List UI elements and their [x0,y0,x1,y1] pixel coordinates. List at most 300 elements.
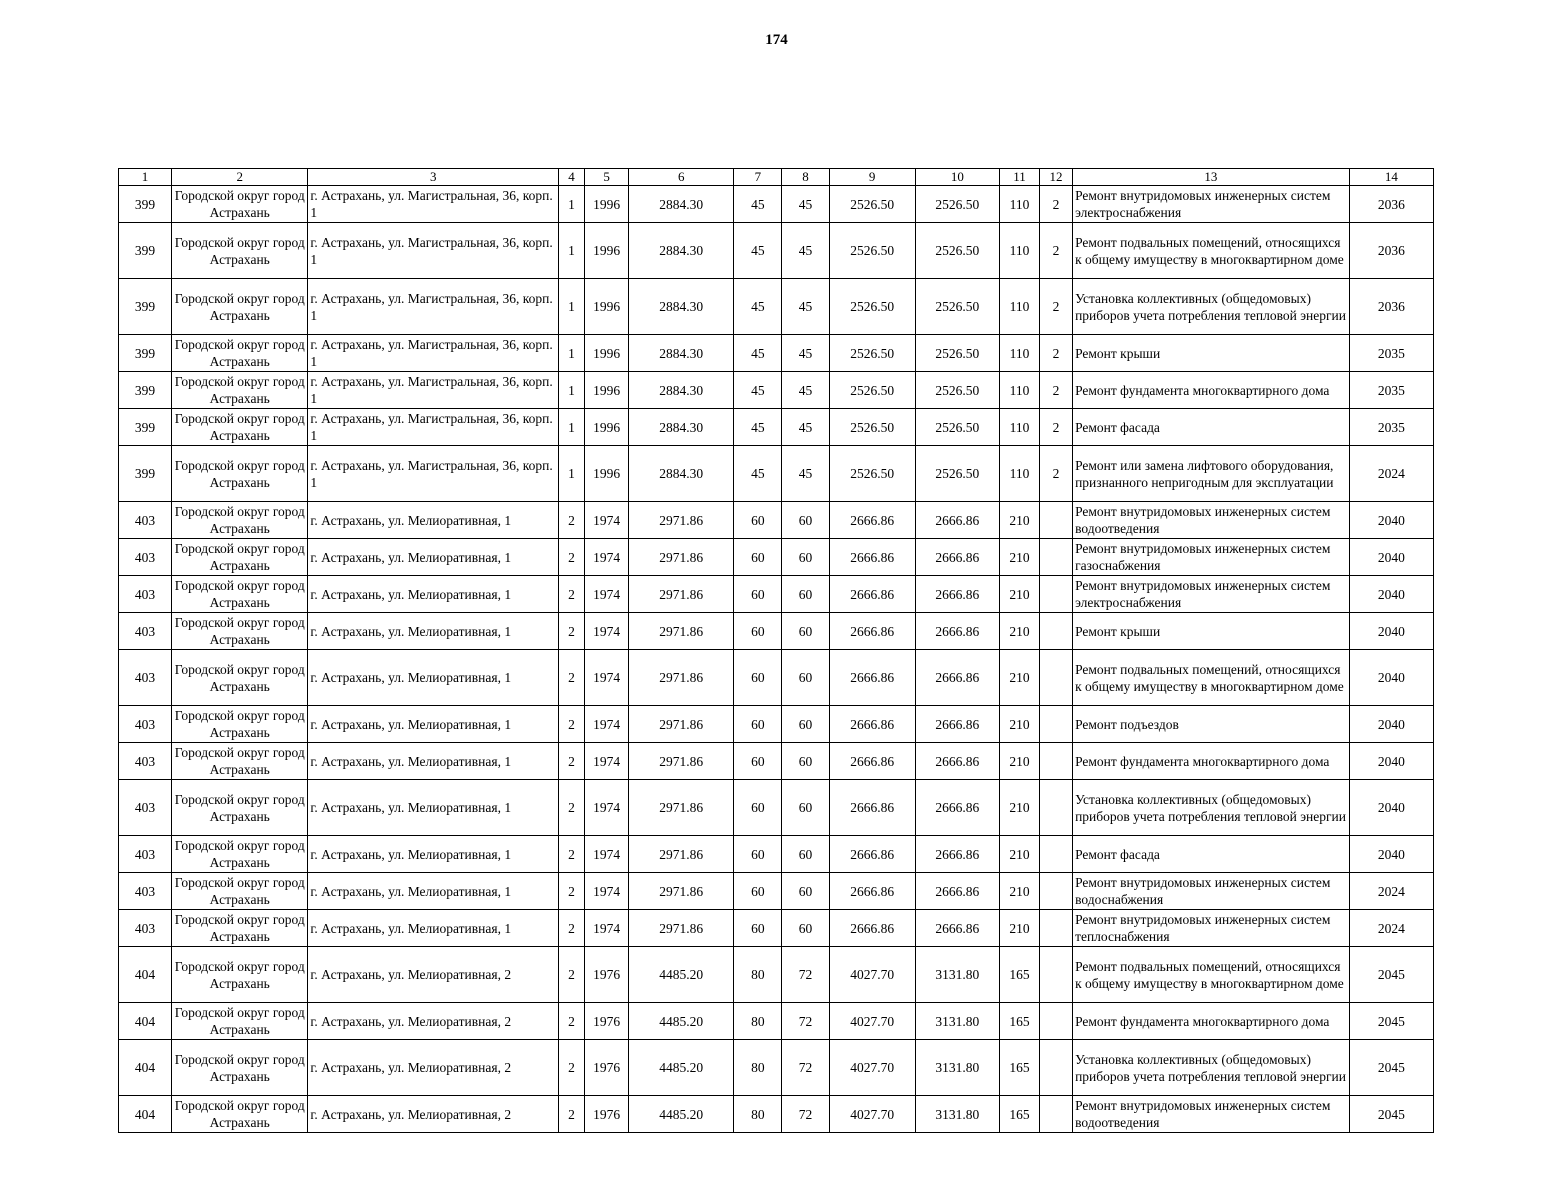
cell-count-c: 165 [999,1096,1039,1133]
cell-count-a: 60 [734,576,782,613]
cell-area-b: 3131.80 [915,947,999,1003]
cell-area-a: 2526.50 [829,372,915,409]
cell-count-b: 60 [782,780,829,836]
cell-area-b: 2666.86 [915,502,999,539]
cell-entrances: 2 [558,539,584,576]
cell-planned-year: 2036 [1349,223,1433,279]
cell-count-b: 72 [782,947,829,1003]
table-row [119,576,1434,613]
cell-area-b: 2526.50 [915,186,999,223]
table-row [119,372,1434,409]
cell-address: г. Астрахань, ул. Мелиоративная, 1 [308,539,559,576]
cell-count-a: 45 [734,409,782,446]
cell-count-b: 60 [782,873,829,910]
cell-address: г. Астрахань, ул. Мелиоративная, 2 [308,1003,559,1040]
cell-entrances: 1 [558,409,584,446]
cell-count-c: 210 [999,836,1039,873]
cell-total-area: 2884.30 [629,335,734,372]
cell-number: 399 [119,409,172,446]
table-row [119,1096,1434,1133]
cell-entrances: 2 [558,650,584,706]
page-number: 174 [765,32,788,48]
cell-lifts: 2 [1040,409,1073,446]
cell-area-a: 2526.50 [829,279,915,335]
cell-count-a: 45 [734,335,782,372]
cell-planned-year: 2040 [1349,706,1433,743]
cell-number: 403 [119,706,172,743]
cell-work-type: Ремонт или замена лифтового оборудования, признанного непригодным для эксплуатации [1073,446,1350,502]
cell-work-type: Ремонт подвальных помещений, относящихся к общему имуществу в многоквартирном доме [1073,223,1350,279]
cell-total-area: 2971.86 [629,873,734,910]
cell-count-a: 45 [734,279,782,335]
cell-entrances: 1 [558,186,584,223]
cell-count-a: 60 [734,836,782,873]
cell-planned-year: 2035 [1349,335,1433,372]
cell-lifts [1040,780,1073,836]
cell-lifts: 2 [1040,223,1073,279]
cell-municipality: Городской округ город Астрахань [172,613,308,650]
cell-planned-year: 2040 [1349,502,1433,539]
table-row [119,409,1434,446]
table-row [119,743,1434,780]
cell-municipality: Городской округ город Астрахань [172,446,308,502]
cell-count-b: 72 [782,1040,829,1096]
cell-count-a: 60 [734,650,782,706]
cell-area-a: 2526.50 [829,446,915,502]
cell-area-a: 2666.86 [829,836,915,873]
cell-lifts [1040,947,1073,1003]
column-header: 7 [734,169,782,186]
cell-work-type: Ремонт подвальных помещений, относящихся к общему имуществу в многоквартирном доме [1073,650,1350,706]
cell-area-b: 2666.86 [915,910,999,947]
cell-entrances: 2 [558,836,584,873]
cell-year: 1974 [585,576,629,613]
cell-work-type: Ремонт подъездов [1073,706,1350,743]
cell-count-a: 45 [734,223,782,279]
cell-area-a: 2526.50 [829,223,915,279]
cell-lifts: 2 [1040,186,1073,223]
cell-number: 399 [119,446,172,502]
cell-address: г. Астрахань, ул. Мелиоративная, 2 [308,1096,559,1133]
cell-municipality: Городской округ город Астрахань [172,502,308,539]
column-header: 12 [1040,169,1073,186]
cell-count-a: 60 [734,613,782,650]
cell-address: г. Астрахань, ул. Магистральная, 36, корп. 1 [308,223,559,279]
cell-total-area: 2884.30 [629,186,734,223]
column-header: 8 [782,169,829,186]
cell-count-b: 45 [782,279,829,335]
cell-municipality: Городской округ город Астрахань [172,409,308,446]
cell-year: 1974 [585,613,629,650]
cell-total-area: 2884.30 [629,279,734,335]
cell-count-a: 60 [734,873,782,910]
cell-count-c: 165 [999,1003,1039,1040]
cell-area-b: 2526.50 [915,223,999,279]
cell-lifts [1040,502,1073,539]
cell-count-a: 45 [734,446,782,502]
cell-number: 403 [119,743,172,780]
cell-address: г. Астрахань, ул. Мелиоративная, 1 [308,780,559,836]
cell-total-area: 4485.20 [629,1040,734,1096]
cell-area-a: 2526.50 [829,409,915,446]
cell-count-a: 60 [734,539,782,576]
header-row [119,169,1434,186]
cell-count-a: 80 [734,1003,782,1040]
cell-count-a: 60 [734,743,782,780]
cell-area-b: 2666.86 [915,836,999,873]
cell-total-area: 4485.20 [629,947,734,1003]
column-header: 6 [629,169,734,186]
cell-year: 1976 [585,1096,629,1133]
cell-number: 404 [119,1003,172,1040]
cell-area-a: 2666.86 [829,706,915,743]
cell-lifts [1040,650,1073,706]
table-row [119,539,1434,576]
cell-lifts [1040,539,1073,576]
cell-lifts: 2 [1040,279,1073,335]
cell-count-c: 165 [999,947,1039,1003]
column-header: 13 [1073,169,1350,186]
cell-work-type: Ремонт внутридомовых инженерных систем газоснабжения [1073,539,1350,576]
cell-total-area: 4485.20 [629,1096,734,1133]
cell-planned-year: 2045 [1349,947,1433,1003]
cell-number: 399 [119,372,172,409]
cell-year: 1974 [585,650,629,706]
cell-municipality: Городской округ город Астрахань [172,335,308,372]
cell-total-area: 2971.86 [629,706,734,743]
cell-planned-year: 2036 [1349,279,1433,335]
cell-address: г. Астрахань, ул. Магистральная, 36, корп. 1 [308,279,559,335]
cell-work-type: Ремонт крыши [1073,335,1350,372]
cell-area-b: 2526.50 [915,335,999,372]
cell-address: г. Астрахань, ул. Магистральная, 36, корп. 1 [308,409,559,446]
cell-count-b: 45 [782,335,829,372]
cell-area-b: 2666.86 [915,613,999,650]
cell-number: 403 [119,873,172,910]
cell-count-c: 210 [999,780,1039,836]
cell-work-type: Ремонт внутридомовых инженерных систем электроснабжения [1073,186,1350,223]
cell-year: 1976 [585,1003,629,1040]
cell-count-c: 110 [999,223,1039,279]
cell-total-area: 2884.30 [629,223,734,279]
cell-lifts [1040,910,1073,947]
cell-total-area: 2971.86 [629,650,734,706]
cell-lifts [1040,873,1073,910]
cell-address: г. Астрахань, ул. Мелиоративная, 2 [308,947,559,1003]
cell-municipality: Городской округ город Астрахань [172,1096,308,1133]
cell-count-c: 110 [999,279,1039,335]
cell-count-b: 60 [782,613,829,650]
cell-planned-year: 2040 [1349,539,1433,576]
cell-count-c: 110 [999,409,1039,446]
cell-count-b: 60 [782,576,829,613]
cell-year: 1974 [585,873,629,910]
cell-year: 1996 [585,409,629,446]
cell-count-b: 72 [782,1096,829,1133]
cell-work-type: Ремонт фундамента многоквартирного дома [1073,372,1350,409]
cell-area-a: 2666.86 [829,780,915,836]
cell-number: 399 [119,335,172,372]
cell-planned-year: 2040 [1349,613,1433,650]
cell-count-a: 60 [734,706,782,743]
cell-count-b: 60 [782,743,829,780]
cell-entrances: 2 [558,743,584,780]
cell-number: 399 [119,279,172,335]
cell-municipality: Городской округ город Астрахань [172,650,308,706]
cell-year: 1974 [585,836,629,873]
cell-number: 399 [119,223,172,279]
column-header: 9 [829,169,915,186]
cell-lifts: 2 [1040,335,1073,372]
cell-municipality: Городской округ город Астрахань [172,576,308,613]
cell-lifts [1040,1040,1073,1096]
cell-planned-year: 2036 [1349,186,1433,223]
cell-count-b: 60 [782,650,829,706]
cell-count-c: 210 [999,910,1039,947]
cell-count-b: 45 [782,223,829,279]
cell-year: 1996 [585,223,629,279]
cell-work-type: Установка коллективных (общедомовых) приборов учета потребления тепловой энергии [1073,1040,1350,1096]
table-row [119,873,1434,910]
cell-area-b: 3131.80 [915,1040,999,1096]
cell-planned-year: 2024 [1349,446,1433,502]
cell-municipality: Городской округ город Астрахань [172,186,308,223]
cell-municipality: Городской округ город Астрахань [172,1003,308,1040]
cell-planned-year: 2040 [1349,836,1433,873]
cell-entrances: 2 [558,947,584,1003]
cell-count-a: 80 [734,1096,782,1133]
cell-year: 1976 [585,947,629,1003]
table-row [119,223,1434,279]
cell-count-a: 60 [734,502,782,539]
cell-municipality: Городской округ город Астрахань [172,910,308,947]
cell-count-c: 210 [999,743,1039,780]
table-row [119,650,1434,706]
cell-area-b: 2526.50 [915,446,999,502]
cell-number: 404 [119,1040,172,1096]
cell-total-area: 2971.86 [629,539,734,576]
cell-area-a: 2666.86 [829,873,915,910]
cell-year: 1976 [585,1040,629,1096]
column-header: 3 [308,169,559,186]
table-row [119,279,1434,335]
cell-count-c: 210 [999,650,1039,706]
cell-municipality: Городской округ город Астрахань [172,372,308,409]
table-row [119,446,1434,502]
cell-count-b: 60 [782,706,829,743]
table-row [119,186,1434,223]
cell-total-area: 2971.86 [629,613,734,650]
cell-area-b: 2666.86 [915,780,999,836]
cell-entrances: 1 [558,223,584,279]
cell-entrances: 2 [558,1096,584,1133]
cell-area-b: 2666.86 [915,873,999,910]
cell-total-area: 2884.30 [629,446,734,502]
cell-address: г. Астрахань, ул. Мелиоративная, 1 [308,613,559,650]
cell-area-b: 2666.86 [915,650,999,706]
column-header: 4 [558,169,584,186]
cell-area-a: 2666.86 [829,539,915,576]
cell-count-a: 60 [734,910,782,947]
cell-number: 403 [119,780,172,836]
cell-number: 403 [119,502,172,539]
cell-number: 404 [119,947,172,1003]
cell-planned-year: 2045 [1349,1003,1433,1040]
cell-area-a: 2666.86 [829,613,915,650]
cell-area-b: 3131.80 [915,1096,999,1133]
cell-address: г. Астрахань, ул. Мелиоративная, 2 [308,1040,559,1096]
cell-entrances: 2 [558,1040,584,1096]
cell-municipality: Городской округ город Астрахань [172,947,308,1003]
cell-number: 404 [119,1096,172,1133]
cell-work-type: Установка коллективных (общедомовых) приборов учета потребления тепловой энергии [1073,780,1350,836]
cell-area-a: 4027.70 [829,1003,915,1040]
cell-lifts [1040,706,1073,743]
cell-planned-year: 2040 [1349,650,1433,706]
cell-address: г. Астрахань, ул. Магистральная, 36, корп. 1 [308,372,559,409]
cell-area-b: 2526.50 [915,372,999,409]
cell-municipality: Городской округ город Астрахань [172,279,308,335]
cell-area-b: 2666.86 [915,743,999,780]
cell-year: 1974 [585,780,629,836]
cell-planned-year: 2040 [1349,743,1433,780]
table-row [119,502,1434,539]
cell-entrances: 2 [558,873,584,910]
cell-work-type: Ремонт внутридомовых инженерных систем теплоснабжения [1073,910,1350,947]
cell-count-c: 165 [999,1040,1039,1096]
cell-municipality: Городской округ город Астрахань [172,780,308,836]
table-row [119,910,1434,947]
cell-address: г. Астрахань, ул. Мелиоративная, 1 [308,910,559,947]
cell-address: г. Астрахань, ул. Мелиоративная, 1 [308,502,559,539]
cell-number: 403 [119,576,172,613]
cell-entrances: 1 [558,279,584,335]
cell-work-type: Ремонт внутридомовых инженерных систем водоотведения [1073,502,1350,539]
cell-address: г. Астрахань, ул. Мелиоративная, 1 [308,836,559,873]
cell-lifts: 2 [1040,446,1073,502]
cell-address: г. Астрахань, ул. Мелиоративная, 1 [308,650,559,706]
cell-municipality: Городской округ город Астрахань [172,706,308,743]
cell-planned-year: 2035 [1349,409,1433,446]
cell-lifts: 2 [1040,372,1073,409]
cell-total-area: 2971.86 [629,836,734,873]
cell-count-c: 210 [999,576,1039,613]
cell-work-type: Ремонт крыши [1073,613,1350,650]
cell-number: 403 [119,539,172,576]
cell-count-a: 80 [734,947,782,1003]
table-row [119,335,1434,372]
cell-area-b: 2666.86 [915,576,999,613]
cell-total-area: 2971.86 [629,910,734,947]
cell-lifts [1040,1003,1073,1040]
cell-number: 403 [119,650,172,706]
cell-address: г. Астрахань, ул. Мелиоративная, 1 [308,706,559,743]
cell-count-b: 45 [782,186,829,223]
column-header: 1 [119,169,172,186]
cell-work-type: Ремонт подвальных помещений, относящихся к общему имуществу в многоквартирном доме [1073,947,1350,1003]
table-row [119,613,1434,650]
cell-address: г. Астрахань, ул. Мелиоративная, 1 [308,873,559,910]
cell-count-b: 60 [782,539,829,576]
table-row [119,836,1434,873]
cell-municipality: Городской округ город Астрахань [172,873,308,910]
cell-total-area: 2884.30 [629,409,734,446]
cell-address: г. Астрахань, ул. Мелиоративная, 1 [308,576,559,613]
cell-entrances: 2 [558,780,584,836]
cell-work-type: Ремонт фундамента многоквартирного дома [1073,743,1350,780]
cell-entrances: 2 [558,576,584,613]
cell-area-b: 2666.86 [915,539,999,576]
cell-total-area: 4485.20 [629,1003,734,1040]
registry-table [118,168,1434,1133]
cell-lifts [1040,1096,1073,1133]
column-header: 2 [172,169,308,186]
cell-count-b: 45 [782,409,829,446]
cell-address: г. Астрахань, ул. Мелиоративная, 1 [308,743,559,780]
cell-planned-year: 2045 [1349,1040,1433,1096]
cell-area-a: 2666.86 [829,743,915,780]
cell-entrances: 1 [558,446,584,502]
cell-count-b: 60 [782,910,829,947]
cell-area-a: 4027.70 [829,1096,915,1133]
cell-count-c: 110 [999,186,1039,223]
table-row [119,780,1434,836]
cell-count-a: 45 [734,186,782,223]
cell-year: 1974 [585,910,629,947]
cell-lifts [1040,836,1073,873]
cell-planned-year: 2040 [1349,576,1433,613]
cell-count-c: 210 [999,502,1039,539]
cell-number: 403 [119,836,172,873]
cell-year: 1996 [585,186,629,223]
cell-work-type: Ремонт внутридомовых инженерных систем водоотведения [1073,1096,1350,1133]
column-header: 10 [915,169,999,186]
cell-area-a: 2526.50 [829,186,915,223]
cell-municipality: Городской округ город Астрахань [172,1040,308,1096]
cell-area-a: 2666.86 [829,910,915,947]
cell-count-a: 80 [734,1040,782,1096]
cell-area-a: 4027.70 [829,947,915,1003]
cell-year: 1974 [585,743,629,780]
cell-count-b: 60 [782,502,829,539]
cell-entrances: 2 [558,613,584,650]
cell-lifts [1040,743,1073,780]
cell-municipality: Городской округ город Астрахань [172,743,308,780]
cell-work-type: Ремонт внутридомовых инженерных систем водоснабжения [1073,873,1350,910]
cell-count-b: 45 [782,372,829,409]
cell-lifts [1040,576,1073,613]
column-header: 11 [999,169,1039,186]
cell-address: г. Астрахань, ул. Магистральная, 36, корп. 1 [308,335,559,372]
cell-planned-year: 2035 [1349,372,1433,409]
cell-count-a: 45 [734,372,782,409]
cell-lifts [1040,613,1073,650]
cell-work-type: Ремонт внутридомовых инженерных систем электроснабжения [1073,576,1350,613]
cell-year: 1974 [585,539,629,576]
cell-entrances: 2 [558,910,584,947]
cell-total-area: 2971.86 [629,780,734,836]
cell-area-b: 2526.50 [915,279,999,335]
table-row [119,1003,1434,1040]
cell-planned-year: 2024 [1349,910,1433,947]
cell-entrances: 2 [558,706,584,743]
cell-count-c: 110 [999,335,1039,372]
cell-work-type: Ремонт фасада [1073,409,1350,446]
cell-year: 1996 [585,335,629,372]
cell-year: 1996 [585,372,629,409]
cell-count-c: 210 [999,706,1039,743]
table-body [119,186,1434,1133]
